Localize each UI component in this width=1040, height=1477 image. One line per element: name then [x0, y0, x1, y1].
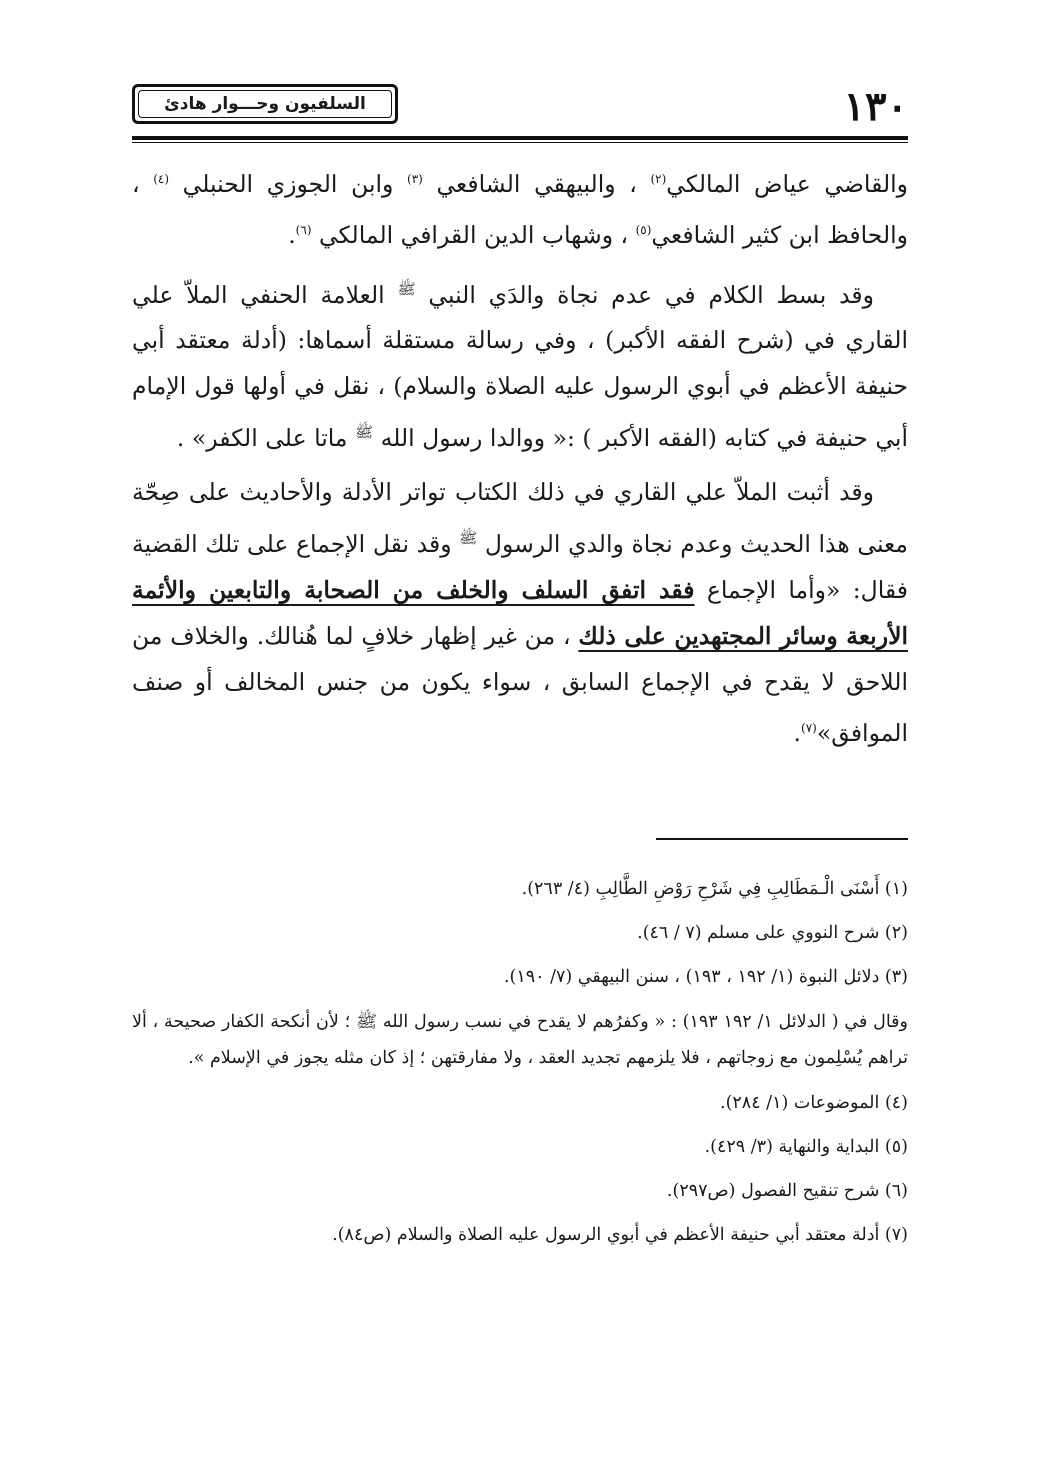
paragraph-3: وقد أثبت الملاّ علي القاري في ذلك الكتاب تواتر الأدلة والأحاديث على صِحّة معنى هذا الحديث وعدم نجاة والدي الرسول $^ﷺ$ وقد نقل الإجماع على تلك القضية فقال: «وأما الإجماع فقد اتفق السلف والخلف من الصحابة والتابعين والأئمة الأربعة وسائر المجتهدين على ذلك ، من غير إظهار خلافٍ لما هُنالك. والخلاف من اللاحق لا يقدح في الإجماع السابق ، سواء يكون من جنس المخالف أو صنف الموافق»$^{(٧)}$.: [132, 478, 908, 747]
footnote-ref: (٣): [407, 172, 423, 186]
footnote-3-continuation: وقال في ( الدلائل ١/ ١٩٢ ١٩٣) : « وكفرُهم لا يقدح في نسب رسول الله ﷺ ؛ لأن أنكحة الكفار صحيحة ، ألا تراهم يُسْلِمون مع زوجاتهم ، فلا يلزمهم تجديد العقد ، ولا مفارقتهن ؛ إذ كان مثله يجوز في الإسلام ».: [132, 1012, 908, 1068]
header-divider: [132, 136, 908, 140]
honorific-glyph: ﷺ: [459, 529, 478, 548]
honorific-glyph: ﷺ: [397, 279, 416, 298]
paragraph-1: والقاضي عياض المالكي$^{(٢)}$ ، والبيهقي الشافعي $^{(٣)}$ وابن الجوزي الحنبلي $^{(٤)}$ ، والحافظ ابن كثير الشافعي$^{(٥)}$ ، وشهاب الدين القرافي المالكي $^{(٦)}$.: [132, 169, 908, 249]
footnote-ref: (٥): [635, 222, 652, 237]
paragraph-2: وقد بسط الكلام في عدم نجاة والدَي النبي $^ﷺ$ العلامة الحنفي الملاّ علي القاري في (شرح الفقه الأكبر) ، وفي رسالة مستقلة أسماها: (أدلة معتقد أبي حنيفة الأعظم في أبوي الرسول عليه الصلاة والسلام) ، نقل في أولها قول الإمام أبي حنيفة في كتابه (الفقه الأكبر ) :« ووالدا رسول الله $^ﷺ$ ماتا على الكفر» .: [132, 279, 908, 453]
book-title-frame: [132, 84, 398, 124]
header-divider-thin: [132, 142, 908, 143]
page-number: ١٣٠: [843, 83, 908, 130]
footnote-separator: [656, 838, 908, 840]
book-title: السلفيون وحـــوار هادئ: [138, 90, 392, 118]
main-text: [132, 156, 908, 764]
footnote-5: (٥) البداية والنهاية (٣/ ٤٢٩).: [704, 1137, 908, 1157]
footnote-ref: (٤): [153, 172, 170, 186]
honorific-glyph: ﷺ: [355, 423, 374, 442]
footnote-4: (٤) الموضوعات (١/ ٢٨٤).: [720, 1093, 908, 1113]
footnote-3: (٣) دلائل النبوة (١/ ١٩٢ ، ١٩٣) ، سنن البيهقي (٧/ ١٩٠).: [503, 967, 908, 987]
page-header: [132, 82, 908, 132]
footnote-ref: (٦): [295, 222, 312, 237]
footnotes: [132, 872, 908, 1262]
footnote-2: (٢) شرح النووي على مسلم (٧ / ٤٦).: [637, 923, 908, 943]
emphasized-quote: فقد اتفق السلف والخلف من الصحابة والتابعين والأئمة الأربعة وسائر المجتهدين على ذلك: [132, 576, 908, 651]
footnote-6: (٦) شرح تنقيح الفصول (ص٢٩٧).: [666, 1181, 908, 1201]
footnote-7: (٧) أدلة معتقد أبي حنيفة الأعظم في أبوي الرسول عليه الصلاة والسلام (ص٨٤).: [332, 1225, 908, 1245]
footnote-ref: (٧): [801, 721, 817, 736]
footnote-ref: (٢): [650, 172, 667, 186]
footnote-1: (١) أَسْنَى الْـمَطَالِبِ فِي شَرْحِ رَوْضِ الطَّالِبِ (٤/ ٢٦٣).: [521, 879, 908, 899]
